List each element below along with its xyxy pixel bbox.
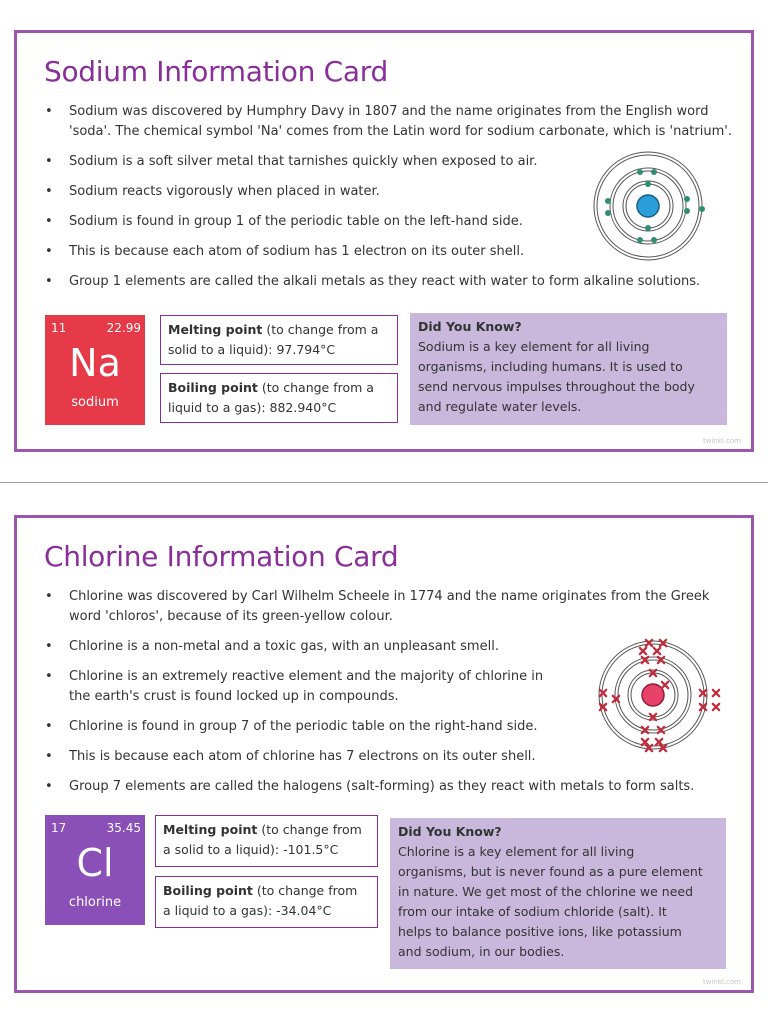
element-name: sodium [71, 395, 119, 410]
chlorine-information-card [14, 515, 754, 993]
list-item: • Group 1 elements are called the alkali metals as they react with water to form alkaline solutions. [31, 272, 732, 292]
did-you-know-heading: Did You Know? [418, 319, 522, 334]
atomic-number: 17 [51, 821, 67, 835]
melting-point-box: Melting point (to change from a solid to a liquid): -101.5°C [155, 815, 378, 867]
list-item: • Chlorine is found in group 7 of the periodic table on the right-hand side. [31, 717, 709, 737]
atomic-mass: 22.99 [106, 321, 141, 335]
did-you-know-box: Did You Know? Sodium is a key element for all living organisms, including humans. It is used to send nervous impulses throughout the body and regulate water levels. [410, 313, 727, 425]
bullet-icon: • [45, 274, 53, 289]
melting-point-label: Melting point [168, 322, 263, 337]
boiling-point-value: liquid to a gas): 882.940°C [168, 399, 337, 415]
sodium-atom-diagram-icon [588, 151, 708, 261]
chlorine-atom-diagram-icon [583, 631, 723, 761]
list-item: • This is because each atom of chlorine has 7 electrons on its outer shell. [31, 747, 709, 767]
watermark: twinkl.com [702, 978, 741, 986]
card-title: Sodium Information Card [44, 55, 388, 88]
element-symbol: Cl [76, 841, 114, 885]
card-title: Chlorine Information Card [44, 540, 399, 573]
list-item: • Chlorine was discovered by Carl Wilhelm Scheele in 1774 and the name originates from the Greek word 'chloros', because of its green-yellow colour. [45, 589, 710, 624]
list-item: • Chlorine is a non-metal and a toxic gas, with an unpleasant smell. [31, 637, 709, 657]
divider [0, 482, 768, 483]
melting-point-value: a solid to a liquid): -101.5°C [163, 841, 339, 857]
bullet-icon: • [45, 779, 53, 794]
element-name: chlorine [68, 895, 122, 910]
element-tile-chlorine [45, 815, 145, 925]
boiling-point-box: Boiling point (to change from a liquid to a gas): -34.04°C [155, 876, 378, 928]
list-item: • Sodium is a soft silver metal that tarnishes quickly when exposed to air. [31, 152, 732, 172]
list-item: • Group 7 elements are called the halogens (salt-forming) as they react with metals to form salts. [31, 777, 709, 797]
did-you-know-box: Did You Know? Chlorine is a key element for all living organisms, but is never found as a pure element in nature. We get most of the chlorine we need from our intake of sodium chloride (salt). It helps to balance positive ions, like potassium and sodium, in our bodies. [390, 818, 726, 969]
element-tile-sodium [45, 315, 145, 425]
bullet-icon: • [45, 154, 53, 169]
sodium-information-card [14, 30, 754, 452]
boiling-point-value: a liquid to a gas): -34.04°C [163, 902, 332, 918]
bullet-icon: • [45, 719, 53, 734]
element-symbol: Na [69, 341, 121, 385]
bullet-icon: • [45, 639, 53, 654]
boiling-point-label: Boiling point [163, 883, 253, 898]
bullet-icon: • [45, 184, 53, 199]
list-item: • Sodium is found in group 1 of the periodic table on the left-hand side. [31, 212, 732, 232]
boiling-point-label: Boiling point [168, 380, 258, 395]
bullet-icon: • [45, 589, 53, 604]
boiling-point-box: Boiling point (to change from a liquid to a gas): 882.940°C [160, 373, 398, 423]
bullet-icon: • [45, 244, 53, 259]
did-you-know-heading: Did You Know? [398, 824, 502, 839]
melting-point-box: Melting point (to change from a solid to a liquid): 97.794°C [160, 315, 398, 365]
bullet-icon: • [45, 214, 53, 229]
bullet-icon: • [45, 749, 53, 764]
list-item: • This is because each atom of sodium has 1 electron on its outer shell. [31, 242, 732, 262]
atomic-mass: 35.45 [106, 821, 141, 835]
atomic-number: 11 [51, 321, 67, 335]
bullet-icon: • [45, 104, 53, 119]
bullet-icon: • [45, 669, 53, 684]
list-item: • Sodium reacts vigorously when placed in water. [31, 182, 732, 202]
watermark: twinkl.com [702, 437, 741, 445]
melting-point-value: solid to a liquid): 97.794°C [168, 341, 336, 357]
list-item: • Sodium was discovered by Humphry Davy in 1807 and the name originates from the English word 'soda'. The chemical symbol 'Na' comes from the Latin word for sodium carbonate, which is 'natrium'. [45, 104, 732, 139]
melting-point-label: Melting point [163, 822, 258, 837]
list-item: • Chlorine is an extremely reactive element and the majority of chlorine in the earth's crust is found locked up in compounds. [45, 669, 544, 704]
